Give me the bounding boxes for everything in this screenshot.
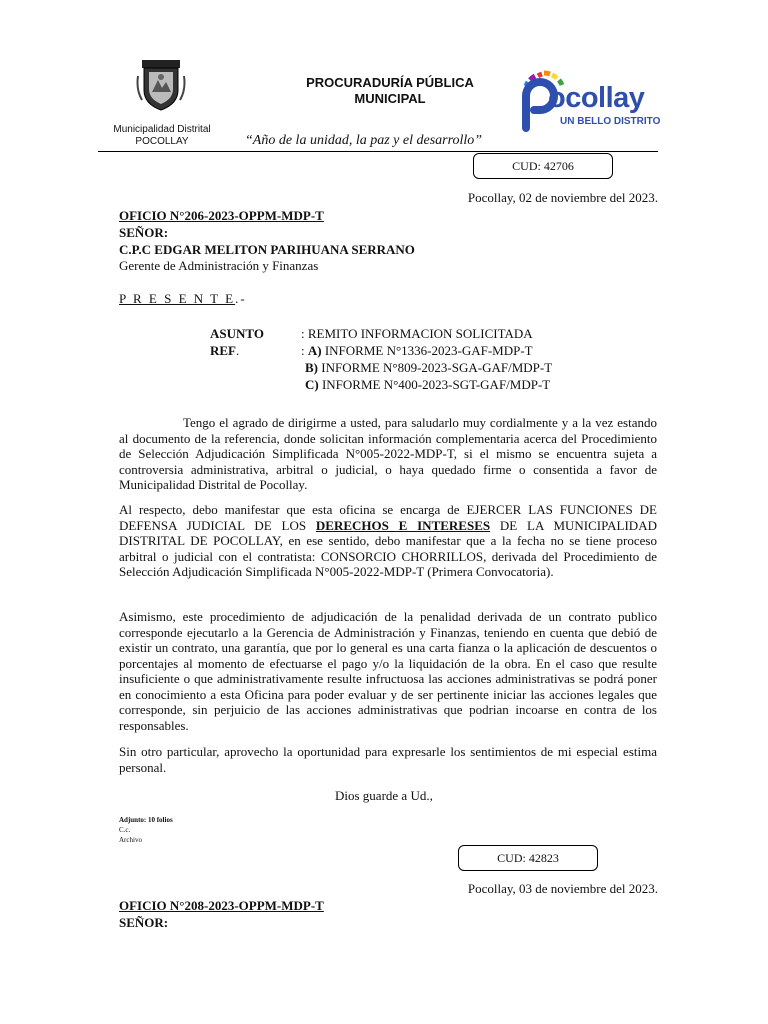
archive-note: Archivo: [119, 836, 142, 844]
recipient-role: Gerente de Administración y Finanzas: [119, 258, 319, 273]
reference-b: B) INFORME N°809-2023-SGA-GAF/MDP-T: [305, 360, 553, 375]
oficio-number: OFICIO N°206-2023-OPPM-MDP-T: [119, 208, 324, 223]
cc-note: C.c.: [119, 826, 131, 834]
header-rule: [98, 151, 658, 152]
ref-label: REF.: [210, 343, 240, 358]
salutation: SEÑOR:: [119, 915, 169, 930]
pocollay-logo-subtitle: UN BELLO DISTRITO: [560, 116, 661, 127]
body-paragraph-4: Sin otro particular, aprovecho la oportunidad para expresarle los sentimientos de mi especial estima personal.: [119, 744, 657, 775]
recipient-name: C.P.C EDGAR MELITON PARIHUANA SERRANO: [119, 242, 415, 257]
body-paragraph-1: Tengo el agrado de dirigirme a usted, para saludarlo muy cordialmente y a la vez estando al documento de la referencia, donde solicitan información complementaria acerca del Procedimiento de Selección Adjudicación Simplificada N°005-2022-MDP-T, si el mismo se encuentra sujeta a controversia administrativa, arbitral o judicial, o haya quedado firme o consentida a favor de Municipalidad Distrital de Pocollay.: [119, 415, 657, 492]
attachment-note: Adjunto: 10 folios: [119, 816, 173, 824]
letter-date: Pocollay, 02 de noviembre del 2023.: [467, 190, 658, 205]
cud-box: CUD: 42706: [473, 153, 613, 179]
letter-date: Pocollay, 03 de noviembre del 2023.: [467, 881, 658, 896]
pocollay-logo-text: ocollay: [548, 82, 645, 114]
asunto-label: ASUNTO: [210, 326, 264, 341]
header-title: PROCURADURÍA PÚBLICA MUNICIPAL: [306, 75, 474, 106]
year-motto: “Año de la unidad, la paz y el desarrollo”: [245, 133, 483, 148]
asunto-value: : REMITO INFORMACION SOLICITADA: [301, 326, 533, 341]
reference-a: : A) INFORME N°1336-2023-GAF-MDP-T: [301, 343, 533, 358]
reference-c: C) INFORME N°400-2023-SGT-GAF/MDP-T: [305, 377, 551, 392]
salutation: SEÑOR:: [119, 225, 169, 240]
closing-line: Dios guarde a Ud.,: [335, 788, 433, 803]
municipality-label: Municipalidad Distrital POCOLLAY: [113, 124, 211, 147]
body-paragraph-2: Al respecto, debo manifestar que esta oficina se encarga de EJERCER LAS FUNCIONES DE DEFENSA JUDICIAL DE LOS DERECHOS E INTERESES DE LA MUNICIPALIDAD DISTRITAL DE POCOLLAY, en ese sentido, debo manifestar que a la fecha no se tiene proceso arbitral o judicial con el contratista: CONSORCIO CHORRILLOS, derivada del Procedimiento de Selección Adjudicación Simplificada N°005-2022-MDP-T (Primera Convocatoria).: [119, 502, 657, 579]
oficio-number: OFICIO N°208-2023-OPPM-MDP-T: [119, 898, 324, 913]
presente-line: P R E S E N T E.-: [119, 291, 247, 306]
municipal-crest-icon: [136, 56, 186, 112]
cud-box: CUD: 42823: [458, 845, 598, 871]
body-paragraph-3: Asimismo, este procedimiento de adjudicación de la penalidad derivada de un contrato publico corresponde ejecutarlo a la Gerencia de Administración y Finanzas, teniendo en cuenta que debió de existir un contrato, una garantía, que por lo general es una carta fianza o la aplicación de descuentos o porcentajes al momento de efectuarse el pago y/o la liquidación de la obra. En el caso que resulte insuficiente o que administrativamente resulte infructuosa las acciones administrativas se podrá poner en conocimiento a esta Oficina para poder evaluar y de ser pertinente iniciar las acciones legales que corresponde, sin perjuicio de las acciones administrativas que podrian incoarse en contra de los responsables.: [119, 609, 657, 733]
